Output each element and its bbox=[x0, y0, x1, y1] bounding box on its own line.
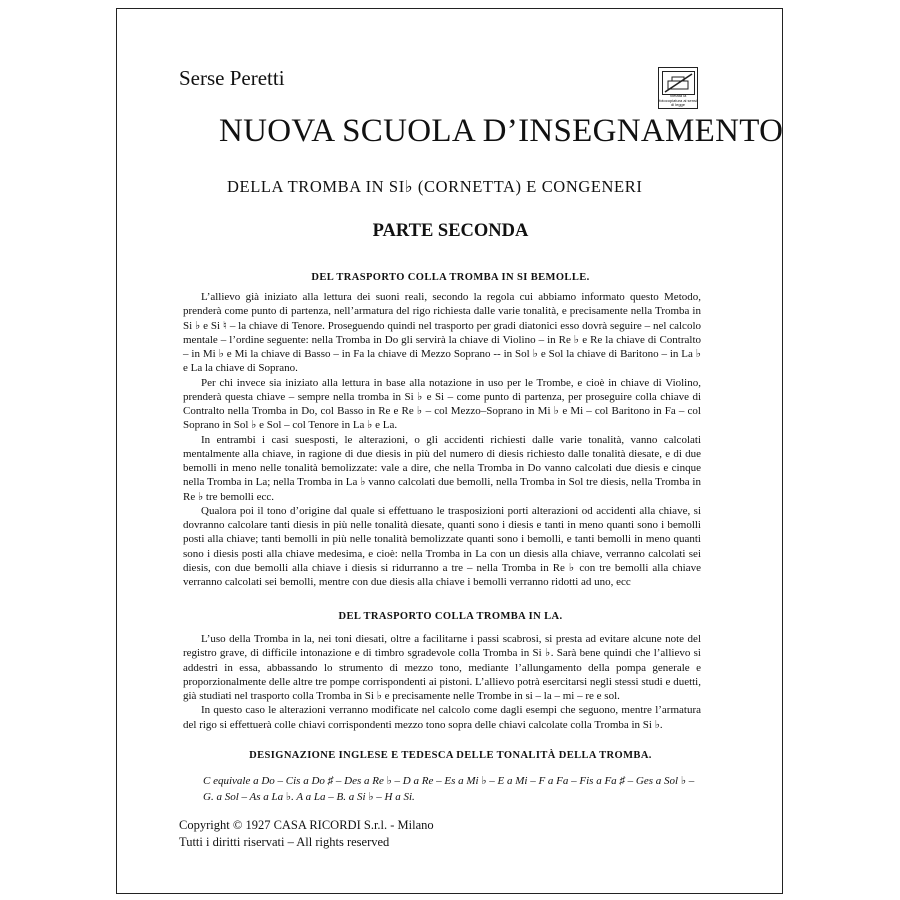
part-heading: PARTE SECONDA bbox=[372, 221, 529, 241]
paragraph: In questo caso le alterazioni verranno modificate nel calcolo come dagli esempi che seguono, mentre l’armatura del rigo si effettuerà colle chiavi corrispondenti mezzo tono sopra delle chiavi calcolate colla Tromba in Si ♭. bbox=[183, 704, 701, 731]
page-title: NUOVA SCUOLA D’INSEGNAMENTO bbox=[219, 113, 784, 149]
section-heading-la: DEL TRASPORTO COLLA TROMBA IN LA. bbox=[338, 611, 563, 622]
author-name: Serse Peretti bbox=[179, 66, 285, 90]
copyright-footer bbox=[179, 817, 434, 851]
rights-line: Tutti i diritti riservati – All rights reserved bbox=[179, 835, 390, 849]
section-body-si-bemolle bbox=[183, 290, 701, 589]
designation-text: C equivale a Do – Cis a Do ♯ – Des a Re ♭ – D a Re – Es a Mi ♭ – E a Mi – F a Fa – Fis a Fa ♯ – Ges a Sol ♭ – G. a Sol – As a La ♭. A a La – B. a Si ♭ – H a Si. bbox=[203, 775, 695, 803]
paragraph: In entrambi i casi suesposti, le alterazioni, o gli accidenti richiesti dalle varie tonalità, vanno calcolati mentalmente alla chiave, in ragione di due diesis in più del numero di diesis richiesto dalle tonalità diesate, e di due bemolli in meno nelle tonalità bemolizzate: vale a dire, che nella Tromba in Do vanno calcolati due diesis e cinque nella Tromba in La; nella Tromba in La ♭ vanno calcolati due bemolli, nella Tromba in Sol tre diesis, nella Tromba in Re ♭ tre bemolli ecc. bbox=[183, 433, 701, 503]
paragraph: Per chi invece sia iniziato alla lettura in base alla notazione in uso per le Trombe, e cioè in chiave di Violino, prenderà questa chiave – sempre nella tromba in Si ♭ e Si – come punto di partenza, per proseguire colla chiave di Contralto nella Tromba in Do, col Basso in Re e Re ♭ – col Mezzo–Soprano in Mi ♭ e Mi – col Baritono in Fa – col Soprano in Sol ♭ e Sol – col Tenore in La ♭ e La. bbox=[183, 376, 701, 432]
no-photocopy-stamp bbox=[658, 67, 698, 109]
section-heading-si-bemolle: DEL TRASPORTO COLLA TROMBA IN SI BEMOLLE. bbox=[311, 272, 590, 283]
score-page bbox=[116, 8, 783, 894]
paragraph: Qualora poi il tono d’origine dal quale si effettuano le trasposizioni porti alterazioni od accidenti alla chiave, si dovranno calcolare tanti diesis in più nelle tonalità diesate, quanti sono i diesis e tanti in meno quanti sono i bemolli posti alla chiave; tanti bemolli in più nelle tonalità bemolizzate quanti sono i bemolli, e tanti bemolli in meno quanti sono i diesis posti alla chiave medesima, e cioè: nella Tromba in La con un diesis alla chiave, verranno calcolati sei diesis, con due bemolli alla chiave i diesis si ridurranno a tre – nella Tromba in Re ♭ con tre bemolli alla chiave verranno calcolati sei bemolli, mentre con due diesis alla chiave i bemolli verranno ridotti ad uno, ecc bbox=[183, 504, 701, 588]
section-body-la bbox=[183, 632, 701, 732]
paragraph: L’allievo già iniziato alla lettura dei suoni reali, secondo la regola cui abbiamo informato questo Metodo, prenderà come punto di partenza, nell’armatura del rigo richiesta dalle varie tonalità, e precisamente nella Tromba in Si ♭ e Si ♮ – la chiave di Tenore. Proseguendo quindi nel trasporto per gradi diatonici esso dovrà seguire – nel calcolo mentale – l’ordine seguente: nella Tromba in Do gli servirà la chiave di Violino – in Re ♭ e Re la chiave di Contralto – in Mi ♭ e Mi la chiave di Basso – in Fa la chiave di Mezzo Soprano -- in Sol ♭ e Sol la chiave di Baritono – in La ♭ e La la chiave di Soprano. bbox=[183, 291, 701, 375]
paragraph: L’uso della Tromba in la, nei toni diesati, oltre a facilitarne i passi scabrosi, si presta ad evitare alcune note del registro grave, di difficile intonazione e di timbro sgradevole colla Tromba in Si ♭. Sarà bene quindi che l’allievo si addestri in essa, abbassando lo strumento di mezzo tono, mediante l’allungamento della pompa generale e proporzionalmente delle altre tre pompe corrispondenti ai pistoni. L’allievo potrà esercitarsi negli stessi studi e duetti, già studiati nel trasporto colla Tromba in Si ♭ e precisamente nelle Trombe in si – la – mi – re e sol. bbox=[183, 633, 701, 702]
copyright-line: Copyright © 1927 CASA RICORDI S.r.l. - Milano bbox=[179, 818, 434, 832]
section-heading-designazione: DESIGNAZIONE INGLESE E TEDESCA DELLE TONALITÀ DELLA TROMBA. bbox=[249, 750, 652, 761]
stamp-caption: Vietata la fotocopiatura ai sensi di legge bbox=[659, 93, 697, 107]
page-subtitle: DELLA TROMBA IN SI♭ (CORNETTA) E CONGENERI bbox=[227, 177, 643, 196]
photocopier-crossed-icon bbox=[662, 71, 695, 95]
